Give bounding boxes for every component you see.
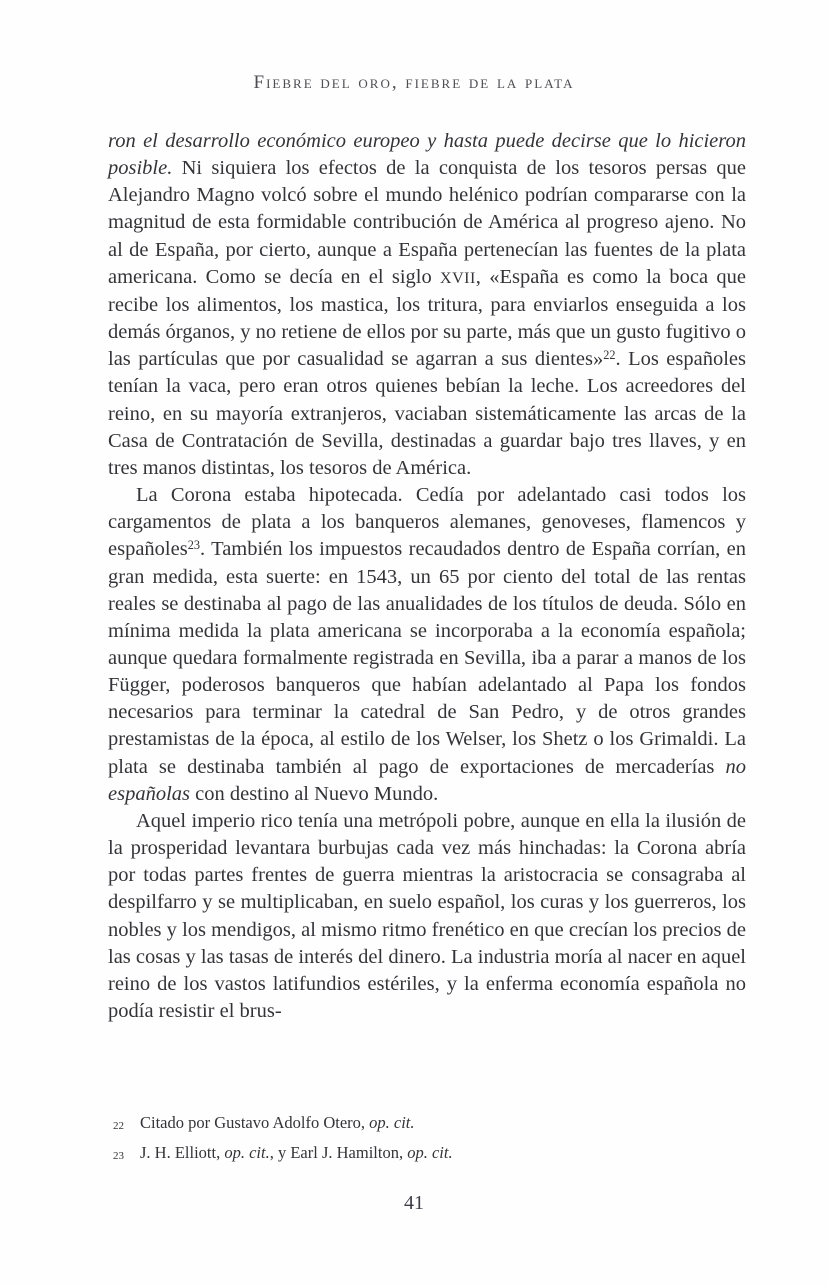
paragraph	[108, 482, 746, 808]
text-segment: op. cit.	[224, 1143, 270, 1162]
text-segment: . Los españoles tenían la vaca, pero eran otros quienes bebían la leche. Los acreedores del reino, en su mayoría extranjeros, vaciaban sistemáticamente las arcas de la Casa de Contratación de Sevilla, destinadas a guardar bajo tres llaves, y en tres manos distintas, los tesoros de América.	[108, 348, 746, 479]
text-segment: La Corona estaba hipotecada. Cedía por adelantado casi todos los cargamentos de plata a los banqueros alemanes, genoveses, flamencos y españoles	[108, 484, 746, 561]
body-text	[108, 128, 746, 1025]
text-segment: J. H. Elliott,	[140, 1143, 225, 1162]
footnotes	[108, 1108, 746, 1168]
text-segment: ron el desarrollo económico europeo y hasta puede decirse que lo hicieron posible.	[108, 130, 746, 180]
text-segment: , y Earl J. Hamilton,	[269, 1143, 408, 1162]
footnote-text	[140, 1138, 746, 1168]
footnote-text	[140, 1108, 746, 1138]
text-segment: con destino al Nuevo Mundo.	[190, 782, 439, 805]
text-segment: op. cit.	[407, 1143, 453, 1162]
footnote	[108, 1108, 746, 1138]
text-segment: Aquel imperio rico tenía una metrópoli pobre, aunque en ella la ilusión de la prosperidad levantara burbujas cada vez más hinchadas: la Corona abría por todas partes frentes de guerra mientras la aristocracia se consagraba al despilfarro y se multiplicaban, en suelo español, los curas y los guerreros, los nobles y los mendigos, al mismo ritmo frenético en que crecían los precios de las cosas y las tasas de interés del dinero. La industria moría al nacer en aquel reino de los vastos latifundios estériles, y la enferma economía española no podía resistir el brus-	[108, 809, 746, 1022]
text-segment: . También los impuestos recaudados dentro de España corrían, en gran medida, esta suerte: en 1543, un 65 por ciento del total de las rentas reales se destinaba al pago de las anualidades de los títulos de deuda. Sólo en mínima medida la plata americana se incorporaba a la economía española; aunque quedara formalmente registrada en Sevilla, iba a parar a manos de los Függer, poderosos banqueros que habían adelantado al Papa los fondos necesarios para terminar la catedral de San Pedro, y de otros grandes prestamistas de la época, al estilo de los Welser, los Shetz o los Grimaldi. La plata se destinaba también al pago de exportaciones de mercaderías	[108, 538, 746, 778]
text-segment: , «España es como la boca que recibe los alimentos, los mastica, los tritura, para enviarlos enseguida a los demás órganos, y no retiene de ellos por su parte, más que un gusto fugitivo o las partículas que por casualidad se agarran a sus dientes»	[108, 265, 746, 371]
text-segment: no españolas	[108, 755, 746, 805]
paragraph	[108, 808, 746, 1025]
footnote-number: 22	[113, 1120, 124, 1132]
text-segment: XVII	[440, 269, 476, 287]
text-segment: op. cit.	[369, 1113, 415, 1132]
running-header: Fiebre del oro, fiebre de la plata	[253, 72, 575, 93]
footnote-reference: 23	[187, 538, 200, 553]
paragraph	[108, 128, 746, 482]
footnote	[108, 1138, 746, 1168]
footnote-reference: 22	[603, 348, 616, 363]
text-segment: Citado por Gustavo Adolfo Otero,	[140, 1113, 370, 1132]
page-number: 41	[404, 1192, 424, 1214]
text-segment: Ni siquiera los efectos de la conquista de los tesoros persas que Alejandro Magno volcó sobre el mundo helénico podrían compararse con la magnitud de esta formidable contribución de América al progreso ajeno. No al de España, por cierto, aunque a España pertenecían las fuentes de la plata americana. Como se decía en el siglo	[108, 157, 746, 288]
footnote-number: 23	[113, 1150, 124, 1162]
